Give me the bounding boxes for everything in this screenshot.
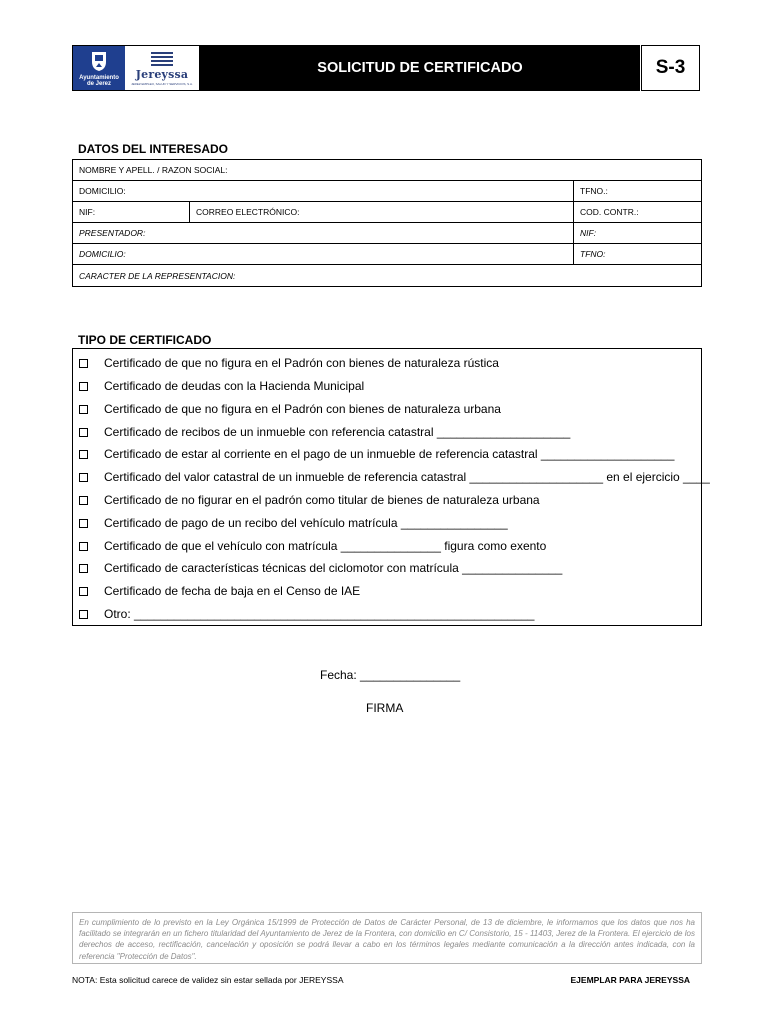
section-title-tipo: TIPO DE CERTIFICADO	[78, 333, 212, 347]
caracter-label: CARACTER DE LA REPRESENTACION:	[79, 271, 236, 281]
checkbox[interactable]	[79, 405, 88, 414]
cert-option-label: Certificado de que el vehículo con matrícula _______________ figura como exento	[104, 539, 547, 553]
correo-label: CORREO ELECTRÓNICO:	[189, 202, 573, 222]
cert-option-label: Certificado de características técnicas del ciclomotor con matrícula _______________	[104, 561, 563, 575]
nota-text: NOTA: Esta solicitud carece de validez sin estar sellada por JEREYSSA	[72, 975, 344, 985]
datos-interesado-table	[72, 159, 702, 287]
ayuntamiento-logo-line2: de Jerez	[86, 81, 111, 87]
cert-option-label: Certificado de estar al corriente en el pago de un inmueble de referencia catastral ____________________	[104, 447, 675, 461]
domicilio-label: DOMICILIO:	[79, 186, 126, 196]
tfno-label: TFNO.:	[573, 181, 701, 201]
checkbox[interactable]	[79, 587, 88, 596]
fecha-field[interactable]: Fecha: _______________	[320, 668, 461, 682]
row-caracter[interactable]	[73, 265, 701, 287]
firma-label: FIRMA	[366, 701, 404, 715]
cod-contr-label: COD. CONTR.:	[573, 202, 701, 222]
checkbox[interactable]	[79, 610, 88, 619]
checkbox[interactable]	[79, 564, 88, 573]
cert-option-label: Certificado de que no figura en el Padrón con bienes de naturaleza rústica	[104, 356, 499, 370]
checkbox[interactable]	[79, 359, 88, 368]
jereyssa-logo	[125, 46, 199, 90]
ejemplar-label: EJEMPLAR PARA JEREYSSA	[570, 975, 690, 985]
legal-notice: En cumplimiento de lo previsto en la Ley Orgánica 15/1999 de Protección de Datos de Carácter Personal, de 13 de diciembre, le informamos que los datos que nos ha facilitado se integrarán en un fichero titularidad del Ayuntamiento de Jerez de la Frontera, con domicilio en C/ Consistorio, 15 - 11403, Jerez de la Frontera. El ejercicio de los derechos de acceso, rectificación, cancelación y oposición se podrá llevar a cabo en los términos legales mediante comunicación a la dirección antes indicada, con la referencia "Protección de Datos".	[72, 912, 702, 964]
jereyssa-logo-subtitle: JEREZ EMPLEO, SALUD Y SERVICIOS, S.A.	[131, 81, 193, 86]
row-nombre[interactable]	[73, 160, 701, 181]
cert-option-label: Certificado del valor catastral de un inmueble de referencia catastral ____________________ en el ejercicio ____	[104, 470, 710, 484]
checkbox[interactable]	[79, 496, 88, 505]
row-nif[interactable]	[73, 202, 701, 223]
tipo-certificado-list	[72, 348, 710, 626]
section-title-datos: DATOS DEL INTERESADO	[78, 142, 229, 156]
jereyssa-mark-icon	[149, 51, 175, 67]
cert-option[interactable]	[79, 400, 501, 418]
presentador-domicilio-label: DOMICILIO:	[79, 249, 126, 259]
cert-option[interactable]	[79, 605, 534, 623]
cert-option[interactable]	[79, 582, 360, 600]
cert-option[interactable]	[79, 354, 499, 372]
cert-option-label: Certificado de fecha de baja en el Censo de IAE	[104, 584, 361, 598]
crest-icon	[90, 50, 108, 72]
row-domicilio[interactable]	[73, 181, 701, 202]
jereyssa-logo-name: Jereyssa	[135, 67, 189, 81]
cert-option[interactable]	[79, 377, 364, 395]
checkbox[interactable]	[79, 519, 88, 528]
presentador-label: PRESENTADOR:	[79, 228, 146, 238]
cert-option-label: Certificado de deudas con la Hacienda Municipal	[104, 379, 365, 393]
cert-option[interactable]	[79, 537, 546, 555]
cert-option-label: Certificado de no figurar en el padrón como titular de bienes de naturaleza urbana	[104, 493, 540, 507]
row-presentador[interactable]	[73, 223, 701, 244]
checkbox[interactable]	[79, 382, 88, 391]
checkbox[interactable]	[79, 473, 88, 482]
cert-option-label: Certificado de que no figura en el Padrón con bienes de naturaleza urbana	[104, 402, 501, 416]
ayuntamiento-logo-line1: Ayuntamiento	[79, 75, 119, 81]
cert-option[interactable]	[79, 491, 540, 509]
nombre-label: NOMBRE Y APELL. / RAZON SOCIAL:	[79, 165, 228, 175]
cert-option-label: Certificado de recibos de un inmueble con referencia catastral ____________________	[104, 425, 571, 439]
cert-option[interactable]	[79, 445, 674, 463]
cert-option[interactable]	[79, 423, 570, 441]
ayuntamiento-logo	[73, 46, 125, 90]
presentador-nif-label: NIF:	[573, 223, 701, 243]
form-title: SOLICITUD DE CERTIFICADO	[200, 45, 640, 91]
row-presentador-domicilio[interactable]	[73, 244, 701, 265]
logo-area	[72, 45, 200, 91]
nif-label: NIF:	[79, 207, 96, 217]
cert-option-label: Otro: ____________________________________________________________	[104, 607, 535, 621]
cert-option[interactable]	[79, 514, 508, 532]
cert-option-label: Certificado de pago de un recibo del vehículo matrícula ________________	[104, 516, 508, 530]
form-code: S-3	[641, 45, 700, 91]
checkbox[interactable]	[79, 542, 88, 551]
cert-option[interactable]	[79, 468, 710, 486]
cert-option[interactable]	[79, 559, 562, 577]
presentador-tfno-label: TFNO:	[573, 244, 701, 264]
checkbox[interactable]	[79, 450, 88, 459]
checkbox[interactable]	[79, 428, 88, 437]
